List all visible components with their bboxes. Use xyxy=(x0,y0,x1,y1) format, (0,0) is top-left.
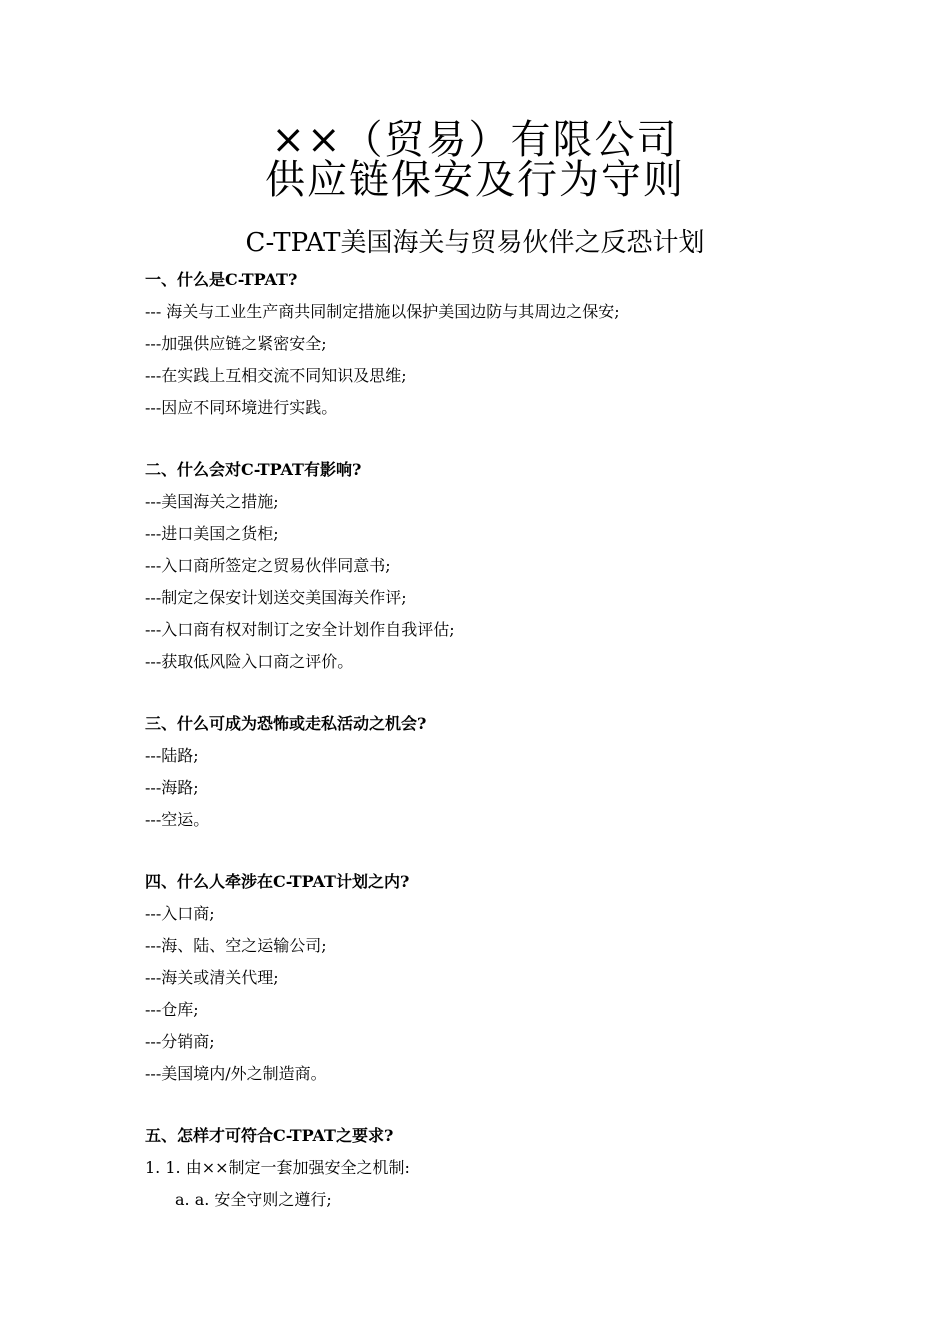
section-heading: 三、什么可成为恐怖或走私活动之机会? xyxy=(145,714,427,733)
list-item: ---因应不同环境进行实践。 xyxy=(145,398,338,417)
section-spacer xyxy=(145,836,865,866)
list-item: ---美国境内/外之制造商。 xyxy=(145,1064,327,1083)
list-item: ---陆路; xyxy=(145,746,199,765)
list-item: ---空运。 xyxy=(145,810,210,829)
list-item: ---加强供应链之紧密安全; xyxy=(145,334,327,353)
section-spacer xyxy=(145,678,865,708)
list-item: ---仓库; xyxy=(145,1000,199,1019)
list-item: ---入口商有权对制订之安全计划作自我评估; xyxy=(145,620,455,639)
list-item: ---海关或清关代理; xyxy=(145,968,279,987)
list-item: ---入口商所签定之贸易伙伴同意书; xyxy=(145,556,391,575)
section-heading: 二、什么会对C-TPAT有影响? xyxy=(145,460,362,479)
list-item: ---进口美国之货柜; xyxy=(145,524,279,543)
list-item: --- 海关与工业生产商共同制定措施以保护美国边防与其周边之保安; xyxy=(145,302,620,321)
section-heading: 五、怎样才可符合C-TPAT之要求? xyxy=(145,1126,394,1145)
document-title: 供应链保安及行为守则 xyxy=(265,157,685,203)
list-item: ---海、陆、空之运输公司; xyxy=(145,936,327,955)
company-title: ××（贸易）有限公司 xyxy=(271,117,679,163)
section-spacer xyxy=(145,424,865,454)
list-item: ---获取低风险入口商之评价。 xyxy=(145,652,354,671)
document-body xyxy=(145,264,865,1216)
section-heading: 一、什么是C-TPAT? xyxy=(145,270,298,289)
list-item: ---制定之保安计划送交美国海关作评; xyxy=(145,588,407,607)
numbered-item: 1. 1. 由××制定一套加强安全之机制: xyxy=(145,1158,410,1177)
list-item: ---分销商; xyxy=(145,1032,215,1051)
document-subtitle: C-TPAT美国海关与贸易伙伴之反恐计划 xyxy=(245,228,705,258)
list-item: ---入口商; xyxy=(145,904,215,923)
section-heading: 四、什么人牵涉在C-TPAT计划之内? xyxy=(145,872,410,891)
list-item: ---美国海关之措施; xyxy=(145,492,279,511)
section-spacer xyxy=(145,1090,865,1120)
sub-item: a. a. 安全守则之遵行; xyxy=(175,1190,332,1209)
list-item: ---在实践上互相交流不同知识及思维; xyxy=(145,366,407,385)
list-item: ---海路; xyxy=(145,778,199,797)
